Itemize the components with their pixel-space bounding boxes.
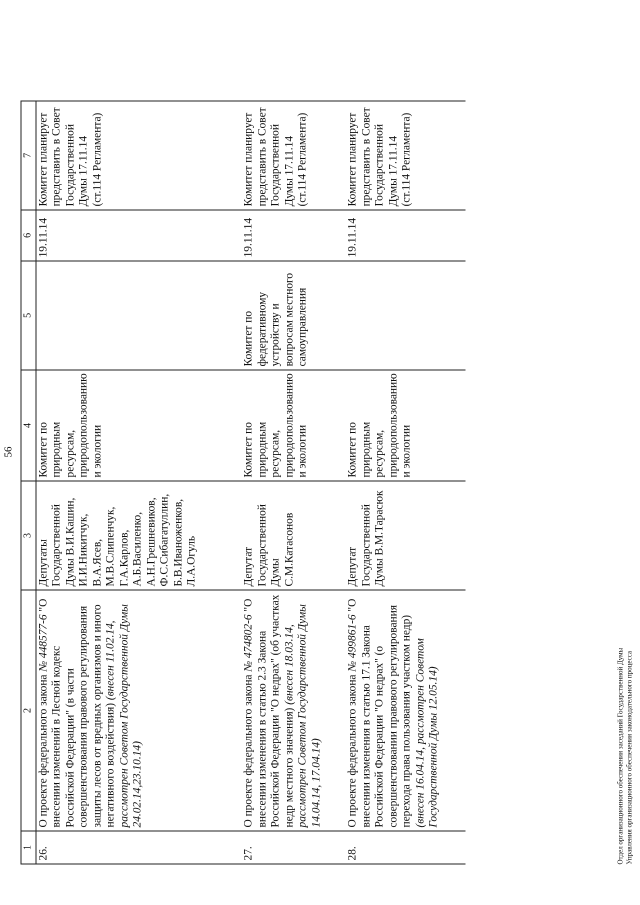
bill-status-note: (внесен 16.04.14, рассмотрен Советом Государственной Думы 12.05.14) [414,638,440,828]
footer-line-1: Отдел организационного обеспечения заседаний Государственной Думы [616,647,625,865]
bill-title-body: "О внесении изменения в статью 2.3 Закона Российской Федерации "О недрах" (об участках недр местного значения) [242,594,295,828]
bill-title-lead: О проекте федерального закона [346,674,359,828]
bill-title-lead: О проекте федерального закона [242,674,255,828]
column-number-row [21,101,36,864]
bill-number: № 474802-6 [242,614,255,672]
bill-authors: Депутат Государственной Думы С.М.Катасонов [242,481,346,590]
col-header-5: 5 [21,261,36,370]
responsible-committee: Комитет по природным ресурсам, природопользованию и экологии [242,370,346,481]
co-committee [36,261,242,370]
committee-note: Комитет планирует представить в Совет Государственной Думы 17.11.14 (ст.114 Регламента) [36,101,242,210]
bill-number: № 499861-6 [346,614,359,672]
co-committee [346,261,466,370]
bill-status-note: (внесен 18.03.14, рассмотрен Советом Государственной Думы 14.04.14, 17.04.14) [283,604,322,828]
col-header-1: 1 [21,831,36,864]
table-row [242,101,346,864]
row-number: 27. [242,831,346,864]
responsible-committee: Комитет по природным ресурсам, природопользованию и экологии [36,370,242,481]
bill-title [346,590,466,831]
review-date: 19.11.14 [36,210,242,261]
bill-authors: Депутат Государственной Думы В.М.Тарасюк [346,481,466,590]
col-header-3: 3 [21,481,36,590]
col-header-4: 4 [21,370,36,481]
committee-note: Комитет планирует представить в Совет Государственной Думы 17.11.14 (ст.114 Регламента) [242,101,346,210]
co-committee: Комитет по федеративному устройству и вопросам местного самоуправления [242,261,346,370]
rotated-page [1,0,640,905]
bill-title-lead: О проекте федерального закона [37,674,49,828]
page-number: 56 [2,446,15,458]
committee-note: Комитет планирует представить в Совет Государственной Думы 17.11.14 (ст.114 Регламента) [346,101,466,210]
page-footer [617,648,634,865]
table-row [36,101,242,864]
review-date: 19.11.14 [346,210,466,261]
bill-number: № 448577-6 [37,614,49,672]
bill-title-body: "О внесении изменения в статью 17.1 Закона Российской Федерации "О недрах" (о совершенствовании правового регулирования перехода права пользования участком недр) [346,598,413,828]
table-row [346,101,466,864]
bill-authors: Депутаты Государственной Думы В.И.Кашин, И.И.Никитчук, В.А.Ясев, М.В.Слипенчук, Г.А.Карлов, А.Б.Василенко, А.Н.Грешневиков, Ф.С.Сибагатуллин, Б.В.Иваноженков, Л.А.Огуль [36,481,242,590]
review-date: 19.11.14 [242,210,346,261]
bill-title [36,590,242,831]
col-header-2: 2 [21,590,36,831]
col-header-7: 7 [21,101,36,210]
bill-title-body: "О внесении изменений в Лесной кодекс Российской Федерации" (в части совершенствования правового регулирования защиты лесов от вредных организмов и иного негативного воздействия) [37,598,117,828]
responsible-committee: Комитет по природным ресурсам, природопользованию и экологии [346,370,466,481]
bill-title [242,590,346,831]
row-number: 26. [36,831,242,864]
bill-status-note: (внесен 11.02.14, рассмотрен Советом Государственной Думы 24.02.14,23.10.14) [104,604,144,828]
row-number: 28. [346,831,466,864]
footer-line-2: Управления организационного обеспечения законодательного процесса [625,650,633,865]
bills-table [21,100,466,864]
col-header-6: 6 [21,210,36,261]
